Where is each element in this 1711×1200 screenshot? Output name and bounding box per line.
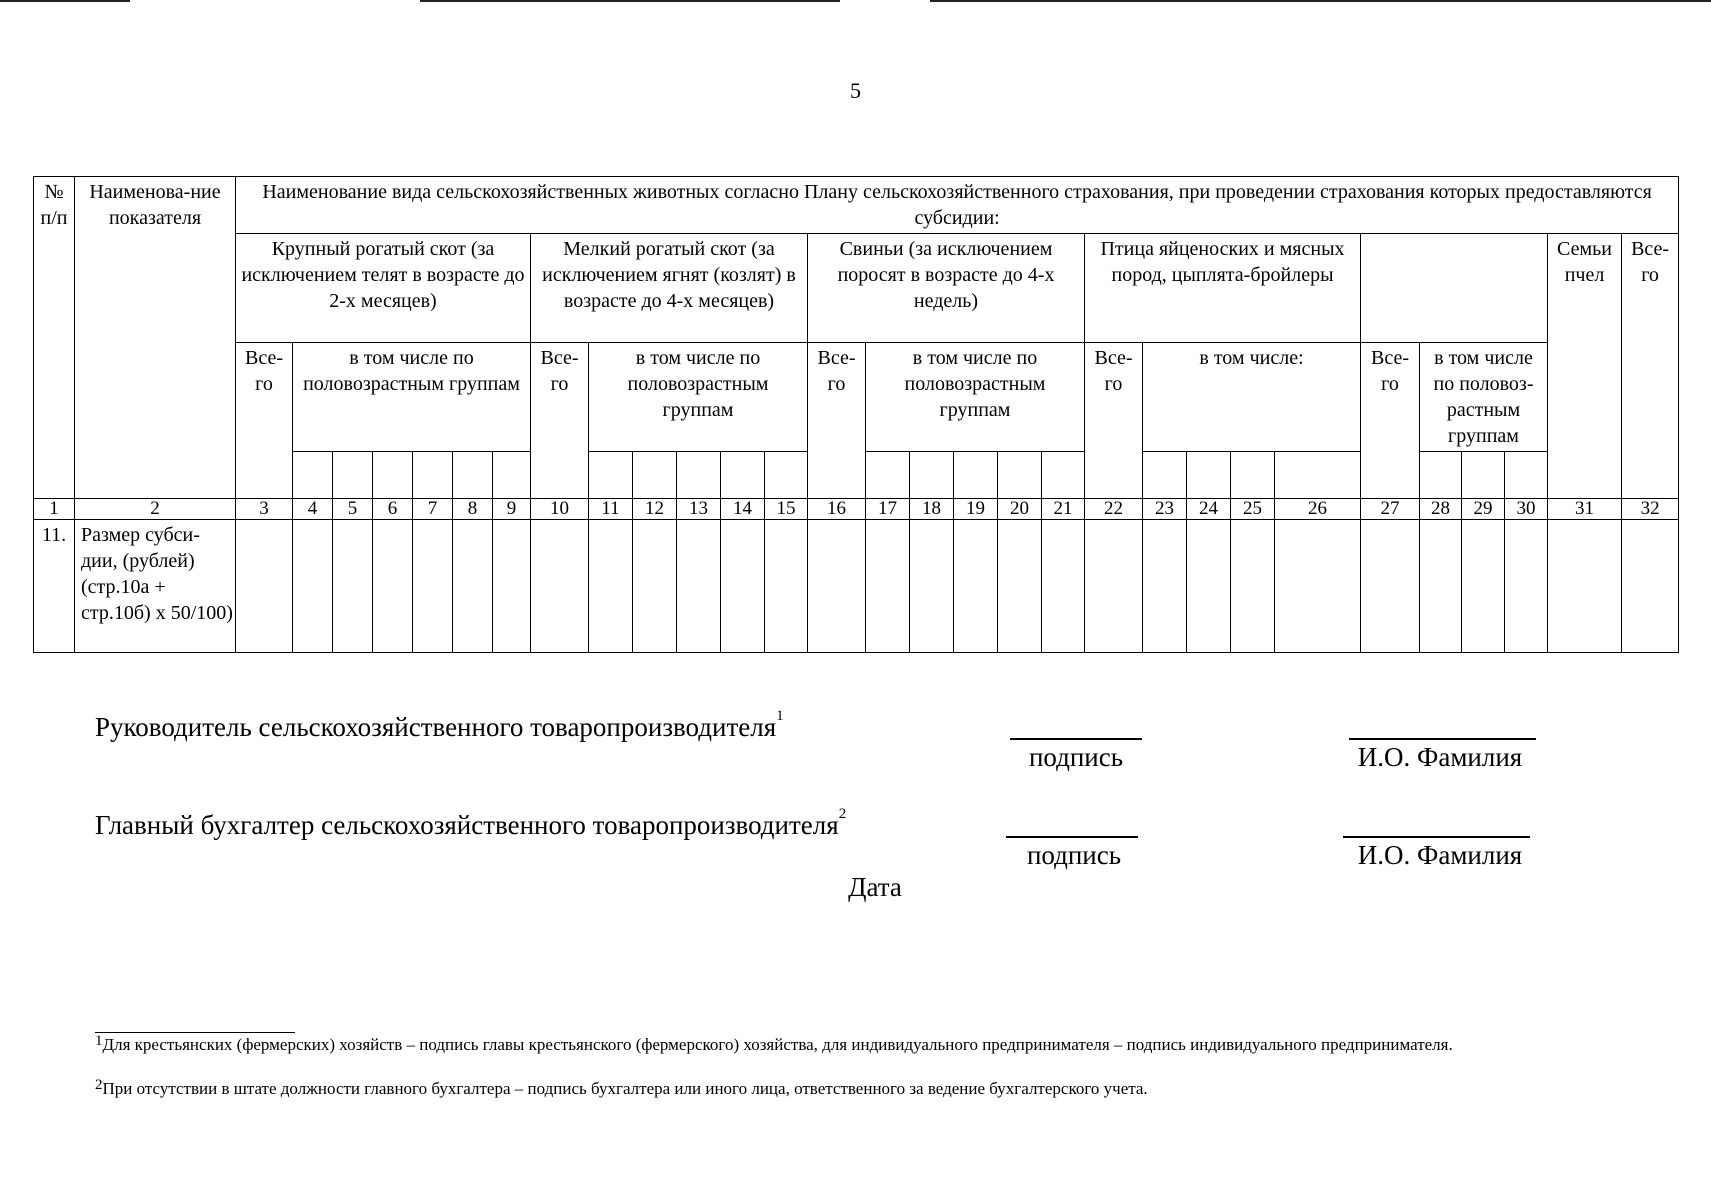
poultry-total-header: Все-го: [1085, 343, 1143, 499]
column-number: 2: [75, 499, 236, 520]
empty-cell: [373, 452, 413, 499]
column-number: 8: [453, 499, 493, 520]
cattle-total-header: Все-го: [236, 343, 293, 499]
group-grand-total: Все-го: [1622, 234, 1679, 499]
pigs-age-groups-header: в том числе по половозрастным группам: [866, 343, 1085, 452]
column-number: 5: [333, 499, 373, 520]
footnote-2: 2При отсутствии в штате должности главного бухгалтера – подпись бухгалтера или иного лица, ответственного за ведение бухгалтерского учета.: [95, 1077, 1148, 1098]
other-total-header: Все-го: [1361, 343, 1420, 499]
column-number: 17: [866, 499, 910, 520]
accountant-signature-label: Главный бухгалтер сельскохозяйственного товаропроизводителя$^2$: [95, 806, 847, 840]
column-number: 31: [1548, 499, 1622, 520]
accountant-name-caption: И.О. Фамилия: [1357, 840, 1523, 870]
data-cell[interactable]: [1042, 520, 1085, 653]
data-cell[interactable]: [954, 520, 998, 653]
empty-cell: [1042, 452, 1085, 499]
data-cell[interactable]: [333, 520, 373, 653]
column-number: 3: [236, 499, 293, 520]
head-signature-line: [1010, 738, 1142, 740]
data-cell[interactable]: [1420, 520, 1462, 653]
row-indicator-name: Размер субси-дии, (рублей) (стр.10а + стр.10б) x 50/100): [75, 520, 236, 653]
empty-cell: [1143, 452, 1187, 499]
column-number: 1: [34, 499, 75, 520]
data-cell[interactable]: [998, 520, 1042, 653]
column-number: 12: [633, 499, 677, 520]
empty-cell: [1462, 452, 1505, 499]
column-number: 18: [910, 499, 954, 520]
poultry-including-header: в том числе:: [1143, 343, 1361, 452]
data-cell[interactable]: [531, 520, 589, 653]
data-cell[interactable]: [589, 520, 633, 653]
column-number: 30: [1505, 499, 1548, 520]
footnote-1: 1Для крестьянских (фермерских) хозяйств – подпись главы крестьянского (фермерского) хозяйства, для индивидуального предпринимателя – подпись индивидуального предпринимателя.: [95, 1033, 1453, 1054]
column-number: 23: [1143, 499, 1187, 520]
footnote-mark: 1: [776, 708, 784, 724]
column-number: 10: [531, 499, 589, 520]
footnote-mark: 2: [95, 1077, 103, 1093]
column-number: 15: [765, 499, 808, 520]
empty-cell: [1231, 452, 1275, 499]
small-cattle-age-groups-header: в том числе по половозрастным группам: [589, 343, 808, 452]
data-cell[interactable]: [293, 520, 333, 653]
empty-cell: [453, 452, 493, 499]
data-cell[interactable]: [413, 520, 453, 653]
small-cattle-total-header: Все-го: [531, 343, 589, 499]
other-age-groups-header: в том числе по половоз-растным группам: [1420, 343, 1548, 452]
table-row: [34, 520, 1679, 653]
data-cell[interactable]: [373, 520, 413, 653]
column-number: 25: [1231, 499, 1275, 520]
empty-cell: [293, 452, 333, 499]
data-cell[interactable]: [1505, 520, 1548, 653]
data-cell[interactable]: [236, 520, 293, 653]
column-number: 4: [293, 499, 333, 520]
empty-cell: [1275, 452, 1361, 499]
empty-cell: [1187, 452, 1231, 499]
data-cell[interactable]: [765, 520, 808, 653]
footnote-mark: 1: [95, 1033, 103, 1049]
data-cell[interactable]: [1275, 520, 1361, 653]
group-unnamed: [1361, 234, 1548, 343]
column-number: 32: [1622, 499, 1679, 520]
column-number: 19: [954, 499, 998, 520]
empty-cell: [633, 452, 677, 499]
subsidy-table: [33, 176, 1679, 653]
column-number: 9: [493, 499, 531, 520]
empty-cell: [765, 452, 808, 499]
accountant-signature-line: [1006, 836, 1138, 838]
top-edge-line: [930, 0, 1711, 2]
empty-cell: [589, 452, 633, 499]
empty-cell: [677, 452, 721, 499]
empty-cell: [866, 452, 910, 499]
data-cell[interactable]: [1622, 520, 1679, 653]
column-number: 16: [808, 499, 866, 520]
data-cell[interactable]: [910, 520, 954, 653]
header-animal-types: Наименование вида сельскохозяйственных животных согласно Плану сельскохозяйственного страхования, при проведении страхования которых предоставляются субсидии:: [236, 177, 1679, 234]
accountant-name-line: [1343, 836, 1530, 838]
empty-cell: [910, 452, 954, 499]
empty-cell: [721, 452, 765, 499]
column-number: 26: [1275, 499, 1361, 520]
data-cell[interactable]: [1462, 520, 1505, 653]
empty-cell: [954, 452, 998, 499]
column-numbers-row: [34, 499, 1679, 520]
column-number: 29: [1462, 499, 1505, 520]
date-label: Дата: [848, 872, 902, 902]
footnote-separator: [95, 1032, 295, 1033]
column-number: 7: [413, 499, 453, 520]
group-bee-colonies: Семьи пчел: [1548, 234, 1622, 499]
empty-cell: [1420, 452, 1462, 499]
group-small-cattle: Мелкий рогатый скот (за исключением ягнят (козлят) в возрасте до 4-х месяцев): [531, 234, 808, 343]
group-pigs: Свиньи (за исключением поросят в возрасте до 4-х недель): [808, 234, 1085, 343]
data-cell[interactable]: [633, 520, 677, 653]
group-poultry: Птица яйценоских и мясных пород, цыплята-бройлеры: [1085, 234, 1361, 343]
cattle-age-groups-header: в том числе по половозрастным группам: [293, 343, 531, 452]
header-row-number: № п/п: [34, 177, 75, 499]
pigs-total-header: Все-го: [808, 343, 866, 499]
data-cell[interactable]: [1548, 520, 1622, 653]
data-cell[interactable]: [1085, 520, 1143, 653]
group-cattle: Крупный рогатый скот (за исключением телят в возрасте до 2-х месяцев): [236, 234, 531, 343]
data-cell[interactable]: [1143, 520, 1187, 653]
top-edge-line: [0, 0, 130, 2]
data-cell[interactable]: [1231, 520, 1275, 653]
data-cell[interactable]: [721, 520, 765, 653]
header-indicator-name: Наименова-ние показателя: [75, 177, 236, 499]
empty-cell: [998, 452, 1042, 499]
page-number: 5: [850, 78, 861, 103]
head-name-caption: И.О. Фамилия: [1357, 742, 1523, 772]
column-number: 11: [589, 499, 633, 520]
data-cell[interactable]: [1361, 520, 1420, 653]
data-cell[interactable]: [677, 520, 721, 653]
data-cell[interactable]: [493, 520, 531, 653]
column-number: 21: [1042, 499, 1085, 520]
accountant-signature-caption: подпись: [1026, 840, 1122, 870]
footnote-mark: 2: [838, 806, 847, 822]
head-name-line: [1349, 738, 1536, 740]
column-number: 20: [998, 499, 1042, 520]
column-number: 6: [373, 499, 413, 520]
column-number: 27: [1361, 499, 1420, 520]
data-cell[interactable]: [808, 520, 866, 653]
column-number: 13: [677, 499, 721, 520]
data-cell[interactable]: [866, 520, 910, 653]
data-cell[interactable]: [453, 520, 493, 653]
head-signature-label: Руководитель сельскохозяйственного товаропроизводителя$^1$: [95, 708, 784, 742]
head-signature-caption: подпись: [1028, 742, 1124, 772]
column-number: 28: [1420, 499, 1462, 520]
empty-cell: [413, 452, 453, 499]
column-number: 14: [721, 499, 765, 520]
empty-cell: [333, 452, 373, 499]
empty-cell: [493, 452, 531, 499]
column-number: 22: [1085, 499, 1143, 520]
top-edge-line: [420, 0, 840, 2]
column-number: 24: [1187, 499, 1231, 520]
data-cell[interactable]: [1187, 520, 1231, 653]
row-number: 11.: [34, 520, 75, 653]
